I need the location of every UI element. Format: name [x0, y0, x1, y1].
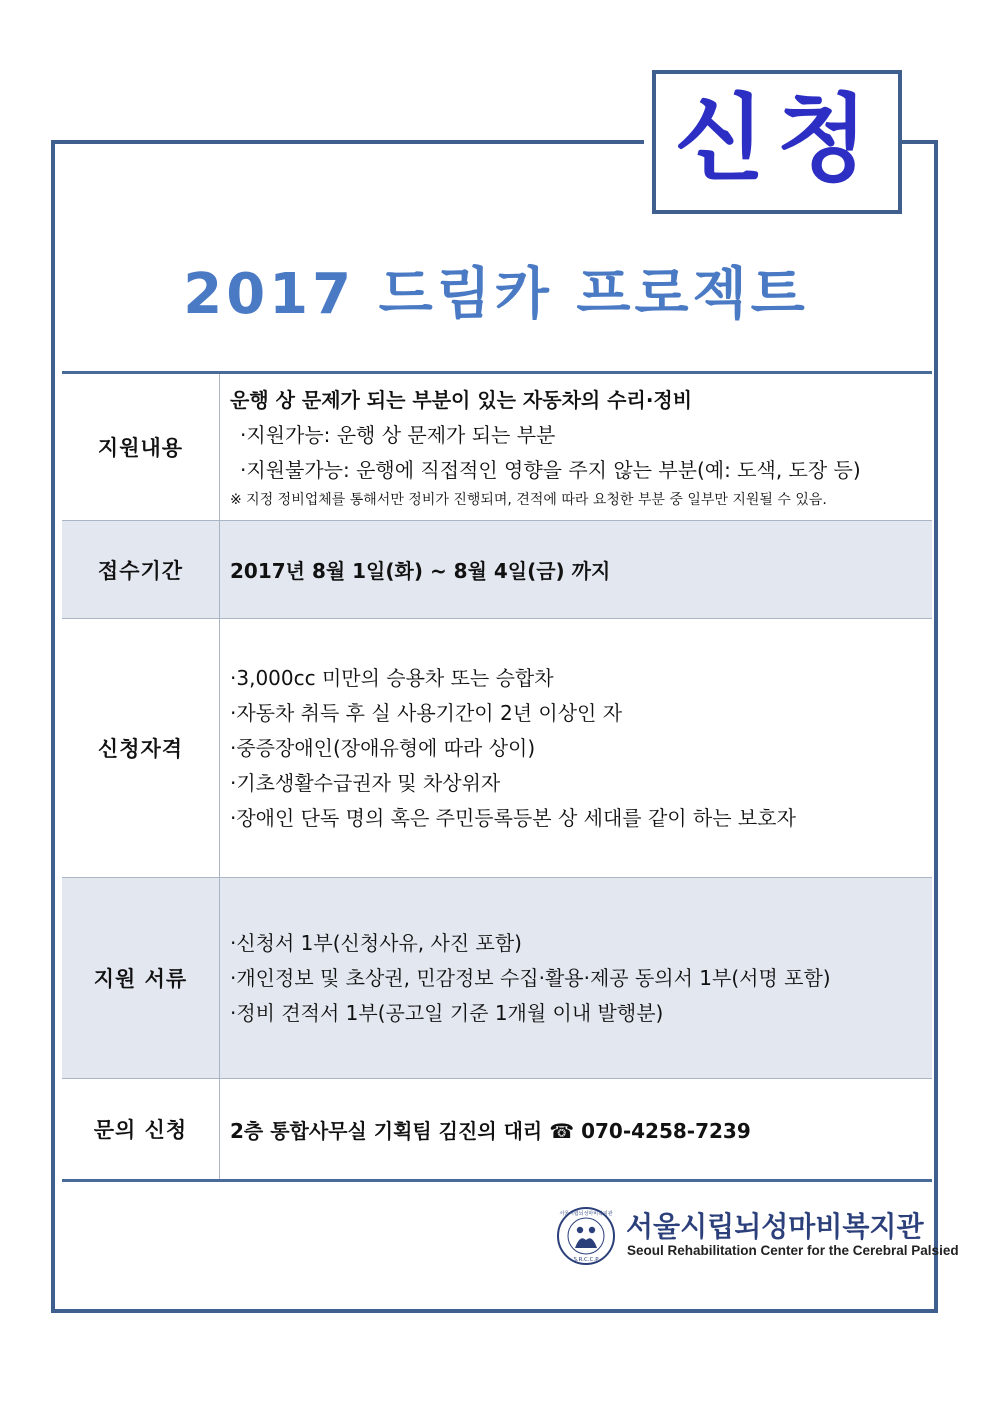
document-item: ·신청서 1부(신청사유, 사진 포함): [230, 930, 522, 955]
emblem-text: S.R.C.C.P: [573, 1257, 599, 1263]
row-label: 지원내용: [62, 373, 220, 521]
emblem-ring-text: 서울시립뇌성마비복지관: [559, 1211, 613, 1217]
row-support: [62, 373, 932, 521]
row-label: 신청자격: [62, 619, 220, 878]
row-content: [220, 878, 933, 1079]
support-headline: 운행 상 문제가 되는 부분이 있는 자동차의 수리·정비: [230, 387, 693, 412]
row-eligibility: [62, 619, 932, 878]
organization-subtitle: Seoul Rehabilitation Center for the Cerebral Palsied: [627, 1243, 959, 1258]
eligibility-item: ·3,000cc 미만의 승용차 또는 승합차: [230, 665, 554, 690]
support-note: ※ 지정 정비업체를 통해서만 정비가 진행되며, 견적에 따라 요청한 부분 중 일부만 지원될 수 있음.: [230, 491, 827, 508]
apply-badge: [652, 70, 902, 214]
row-content: [220, 619, 933, 878]
row-contact: [62, 1079, 932, 1181]
row-label: 접수기간: [62, 521, 220, 619]
support-item: ·지원불가능: 운행에 직접적인 영향을 주지 않는 부분(예: 도색, 도장 등): [240, 457, 861, 482]
period-text: 2017년 8월 1일(화) ~ 8월 4일(금) 까지: [220, 521, 933, 619]
badge-text: 신청: [674, 85, 880, 194]
eligibility-item: ·장애인 단독 명의 혹은 주민등록등본 상 세대를 같이 하는 보호자: [230, 805, 796, 830]
eligibility-item: ·자동차 취득 후 실 사용기간이 2년 이상인 자: [230, 700, 623, 725]
contact-text: 2층 통합사무실 기획팀 김진의 대리 ☎ 070-4258-7239: [230, 1118, 751, 1143]
page-title: 2017 드림카 프로젝트: [183, 262, 809, 327]
row-label: 지원 서류: [62, 878, 220, 1079]
info-table: [62, 371, 932, 1182]
row-period: [62, 521, 932, 619]
organization-name: 서울시립뇌성마비복지관: [626, 1210, 924, 1243]
organization-logo: [556, 1203, 959, 1267]
support-item: ·지원가능: 운행 상 문제가 되는 부분: [240, 422, 556, 447]
eligibility-item: ·중증장애인(장애유형에 따라 상이): [230, 735, 536, 760]
document-item: ·개인정보 및 초상권, 민감정보 수집·활용·제공 동의서 1부(서명 포함): [230, 965, 831, 990]
row-content: [220, 373, 933, 521]
row-label: 문의 신청: [62, 1079, 220, 1181]
document-item: ·정비 견적서 1부(공고일 기준 1개월 이내 발행분): [230, 1000, 664, 1025]
eligibility-item: ·기초생활수급권자 및 차상위자: [230, 770, 501, 795]
emblem-icon: [556, 1206, 616, 1266]
row-documents: [62, 878, 932, 1079]
